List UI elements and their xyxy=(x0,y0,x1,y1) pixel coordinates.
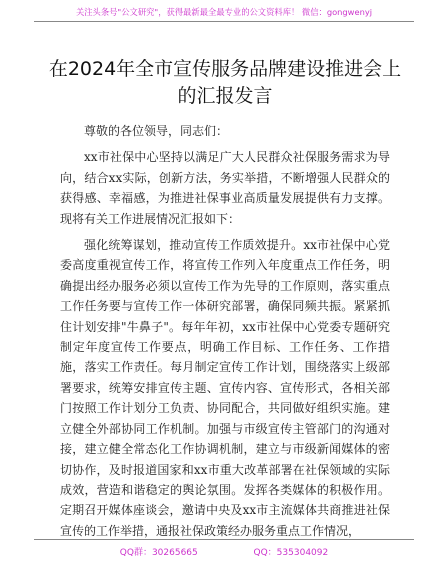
qq-text: QQ：535304092 xyxy=(253,548,329,558)
footer-divider xyxy=(34,539,414,540)
paragraph-section-1: 强化统筹谋划，推动宣传工作质效提升。xx市社保中心党委高度重视宣传工作，将宣传工作列入年度重点工作任务，明确提出经办服务必须以宣传工作为先导的工作原则，落实重点工作任务要与宣传工作一体研究部署，确保同频共振。紧紧抓住计划安排"牛鼻子"。每年年初，xx市社保中心党委专题研究制定年度宣传工作要点，明确工作目标、工作任务、工作措施，落实工作责任。每月制定宣传工作计划，围绕落实上级部署要求，统筹安排宣传主题、宣传内容、宣传形式，各相关部门按照工作计划分工负责、协同配合，共同做好组织实施。建立健全外部协同工作机制。加强与市级宣传主管部门的沟通对接，建立健全常态化工作协调机制，建立与市级新闻媒体的密切协作，及时报道国家和xx市重大改革部署在社保领域的实际成效，营造和谐稳定的舆论氛围。发挥各类媒体的积极作用。定期召开媒体座谈会，邀请中央及xx市主流媒体共商推进社保宣传的工作举措，通报社保政策经办服务重点工作情况， xyxy=(60,238,390,538)
promo-banner: 关注头条号"公文研究"，获得最新最全最专业的公文资料库！ 微信：gongwenyj xyxy=(75,7,373,17)
salutation: 尊敬的各位领导，同志们： xyxy=(84,124,229,138)
qq-group-text: QQ群：30265665 xyxy=(119,548,198,558)
document-body xyxy=(60,121,390,541)
header-divider xyxy=(34,21,414,22)
paragraph-intro: xx市社保中心坚持以满足广大人民群众社保服务需求为导向，结合xx实际，创新方法，务实举措，不断增强人民群众的获得感、幸福感，为推进社保事业高质量发展提供有力支撑。现将有关工作进展情况汇报如下： xyxy=(60,150,390,226)
contact-footer xyxy=(34,545,414,558)
document-title: 在2024年全市宣传服务品牌建设推进会上的汇报发言 xyxy=(48,58,402,107)
